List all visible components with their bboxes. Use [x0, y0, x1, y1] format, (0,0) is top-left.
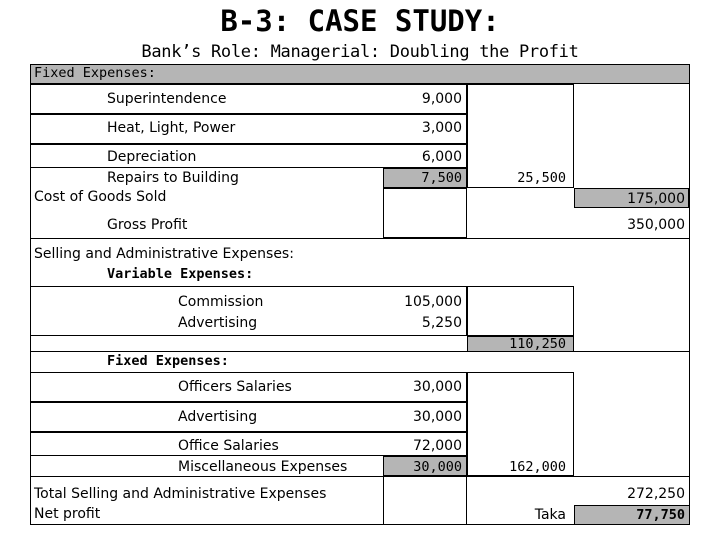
fixed-expenses-header: Fixed Expenses: [34, 65, 156, 81]
fixed-item-2-value: 30,000 [413, 409, 462, 425]
fixed-total: 25,500 [517, 170, 566, 186]
row-divider [30, 351, 690, 352]
page-subtitle: Bank’s Role: Managerial: Doubling the Profit [141, 42, 579, 62]
variable-item-label: Advertising [178, 315, 258, 331]
fixed-item-label: Repairs to Building [107, 170, 239, 186]
net-profit-label: Net profit [34, 506, 101, 522]
fixed-expenses-header-2: Fixed Expenses: [107, 353, 229, 369]
fixed-total-2: 162,000 [509, 459, 566, 475]
variable-item-label: Commission [178, 294, 264, 310]
variable-item-value: 105,000 [404, 294, 462, 310]
table-right-border [689, 84, 690, 525]
gross-profit-value: 350,000 [627, 217, 685, 233]
fixed-item-2-label: Office Salaries [178, 438, 279, 454]
gross-profit-box [383, 188, 467, 238]
total-selling-admin-label: Total Selling and Administrative Expenses [34, 486, 327, 502]
total-selling-admin-value: 272,250 [627, 486, 685, 502]
fixed-item-2-label: Officers Salaries [178, 379, 292, 395]
selling-admin-header: Selling and Administrative Expenses: [34, 246, 294, 262]
variable-item-value: 5,250 [421, 315, 462, 331]
fixed-item-label: Depreciation [107, 149, 197, 165]
total-selling-admin-box [383, 476, 467, 525]
row-divider [30, 476, 690, 477]
variable-total: 110,250 [509, 336, 566, 352]
cogs-label: Cost of Goods Sold [34, 189, 167, 205]
fixed-item-value: 6,000 [421, 149, 462, 165]
fixed-item-2-value: 30,000 [413, 379, 462, 395]
cogs-value: 175,000 [627, 191, 685, 207]
variable-expenses-header: Variable Expenses: [107, 266, 254, 282]
fixed-item-2-label: Miscellaneous Expenses [178, 459, 348, 475]
fixed-item-value: 7,500 [421, 170, 462, 186]
page-title: B-3: CASE STUDY: [220, 4, 500, 38]
net-profit-currency: Taka [534, 507, 566, 523]
fixed-item-2-value: 30,000 [413, 459, 462, 475]
fixed-item-value: 3,000 [421, 120, 462, 136]
variable-subtotal-box [467, 286, 574, 336]
fixed-item-label: Superintendence [107, 91, 227, 107]
section-divider [30, 238, 690, 239]
fixed-item-2-label: Advertising [178, 409, 258, 425]
fixed-item-value: 9,000 [421, 91, 462, 107]
net-profit-value: 77,750 [636, 507, 685, 523]
fixed-item-label: Heat, Light, Power [107, 120, 236, 136]
gross-profit-label: Gross Profit [107, 217, 188, 233]
fixed-item-2-value: 72,000 [413, 438, 462, 454]
